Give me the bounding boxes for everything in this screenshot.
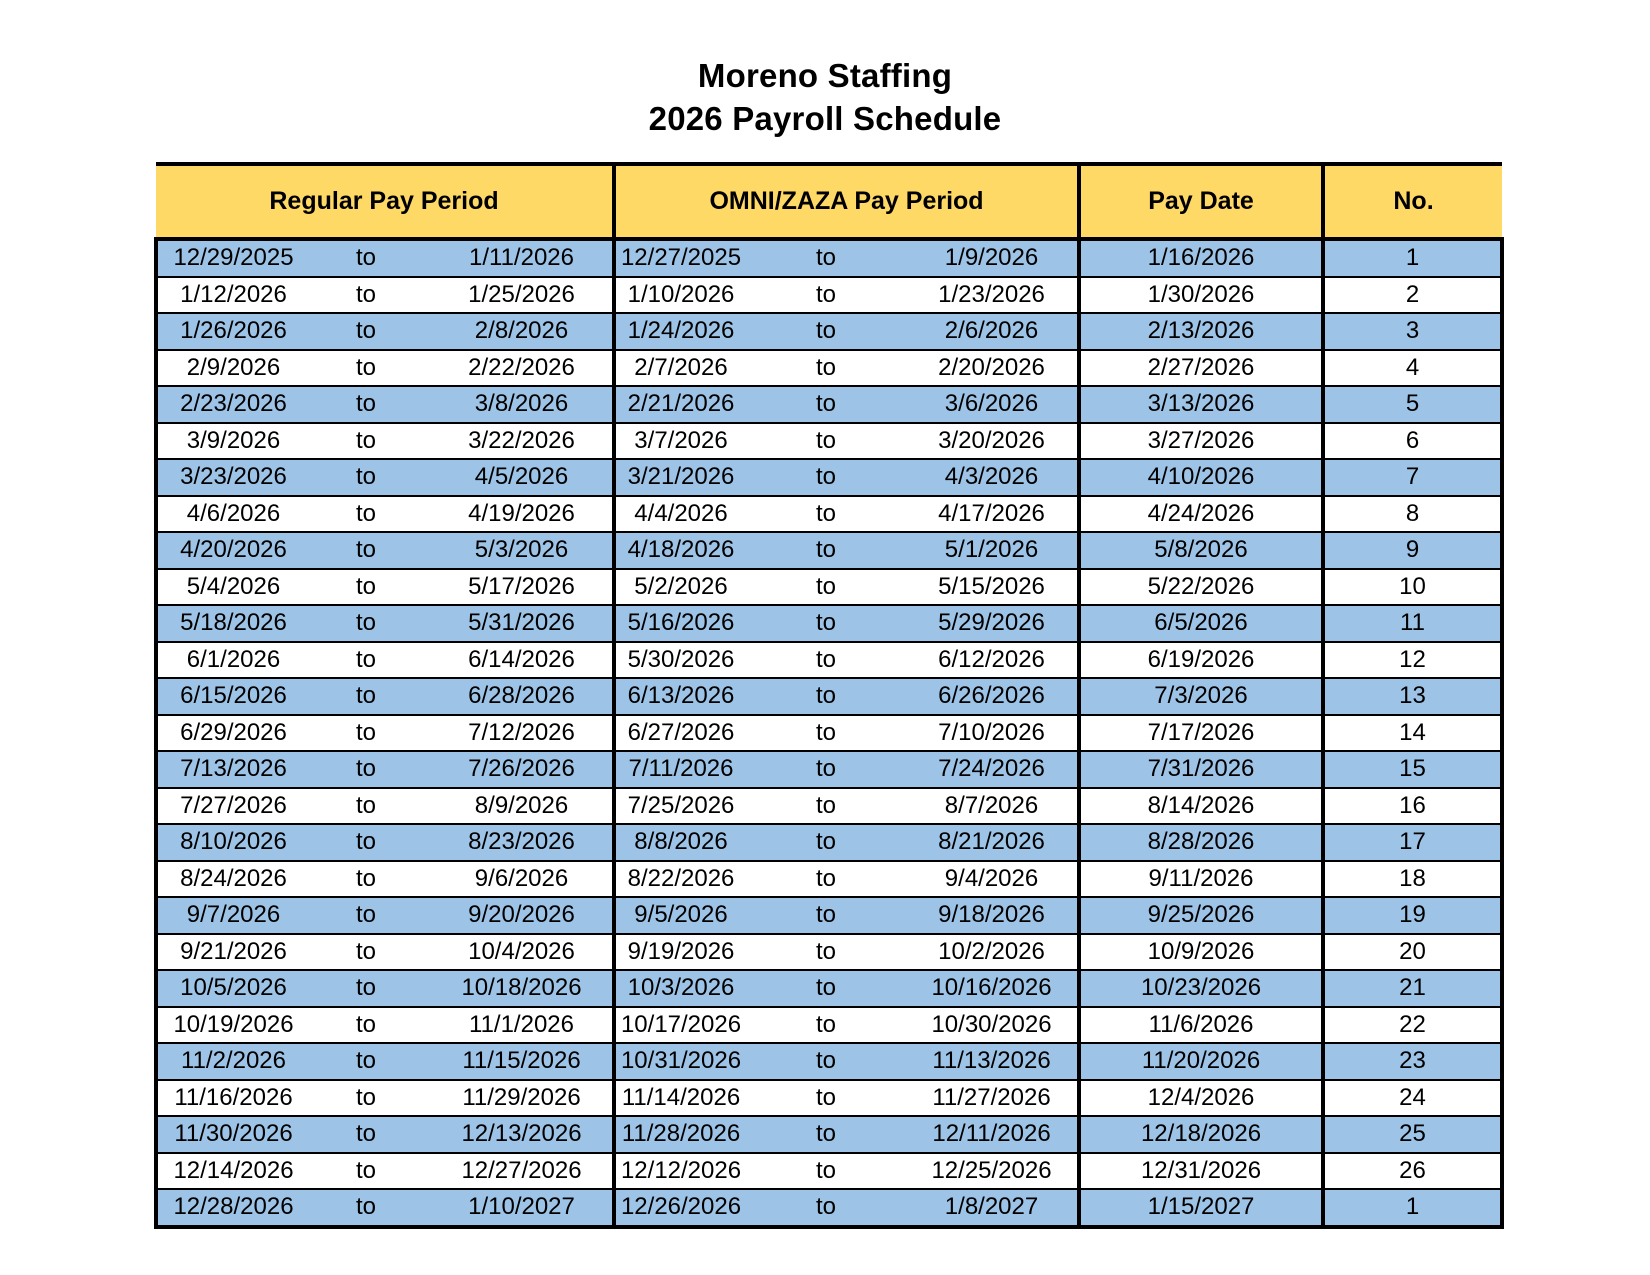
regular-end-cell: 9/6/2026 xyxy=(431,861,614,898)
regular-start-cell: 9/7/2026 xyxy=(156,897,301,934)
regular-to-cell: to xyxy=(301,861,431,898)
regular-start-cell: 1/12/2026 xyxy=(156,277,301,314)
omni-end-cell: 6/12/2026 xyxy=(906,642,1079,679)
regular-end-cell: 2/8/2026 xyxy=(431,313,614,350)
table-row xyxy=(156,239,1502,277)
pay-date-cell: 5/8/2026 xyxy=(1079,532,1323,569)
omni-end-cell: 8/21/2026 xyxy=(906,824,1079,861)
period-number-cell: 21 xyxy=(1323,970,1502,1007)
table-row xyxy=(156,313,1502,350)
period-number-cell: 10 xyxy=(1323,569,1502,606)
period-number-cell: 7 xyxy=(1323,459,1502,496)
regular-start-cell: 8/10/2026 xyxy=(156,824,301,861)
table-row xyxy=(156,423,1502,460)
regular-end-cell: 7/26/2026 xyxy=(431,751,614,788)
period-number-cell: 17 xyxy=(1323,824,1502,861)
omni-to-cell: to xyxy=(746,386,906,423)
regular-end-cell: 11/1/2026 xyxy=(431,1007,614,1044)
regular-start-cell: 12/14/2026 xyxy=(156,1153,301,1190)
omni-start-cell: 10/31/2026 xyxy=(614,1043,746,1080)
regular-end-cell: 11/29/2026 xyxy=(431,1080,614,1117)
omni-to-cell: to xyxy=(746,715,906,752)
pay-date-cell: 7/17/2026 xyxy=(1079,715,1323,752)
omni-start-cell: 5/16/2026 xyxy=(614,605,746,642)
regular-end-cell: 2/22/2026 xyxy=(431,350,614,387)
table-row xyxy=(156,642,1502,679)
page-title xyxy=(0,54,1650,140)
omni-end-cell: 11/27/2026 xyxy=(906,1080,1079,1117)
regular-to-cell: to xyxy=(301,824,431,861)
regular-end-cell: 4/5/2026 xyxy=(431,459,614,496)
regular-end-cell: 8/9/2026 xyxy=(431,788,614,825)
period-number-cell: 6 xyxy=(1323,423,1502,460)
period-number-cell: 24 xyxy=(1323,1080,1502,1117)
omni-start-cell: 6/27/2026 xyxy=(614,715,746,752)
period-number-cell: 8 xyxy=(1323,496,1502,533)
omni-end-cell: 8/7/2026 xyxy=(906,788,1079,825)
period-number-cell: 1 xyxy=(1323,239,1502,277)
omni-to-cell: to xyxy=(746,824,906,861)
table-row xyxy=(156,678,1502,715)
regular-to-cell: to xyxy=(301,532,431,569)
period-number-cell: 18 xyxy=(1323,861,1502,898)
regular-to-cell: to xyxy=(301,642,431,679)
pay-date-cell: 12/31/2026 xyxy=(1079,1153,1323,1190)
omni-to-cell: to xyxy=(746,569,906,606)
pay-date-cell: 7/31/2026 xyxy=(1079,751,1323,788)
omni-to-cell: to xyxy=(746,1043,906,1080)
regular-start-cell: 4/20/2026 xyxy=(156,532,301,569)
regular-start-cell: 5/18/2026 xyxy=(156,605,301,642)
omni-start-cell: 11/14/2026 xyxy=(614,1080,746,1117)
header-pay-date: Pay Date xyxy=(1079,164,1323,239)
regular-to-cell: to xyxy=(301,313,431,350)
regular-start-cell: 5/4/2026 xyxy=(156,569,301,606)
pay-date-cell: 1/15/2027 xyxy=(1079,1189,1323,1227)
regular-to-cell: to xyxy=(301,788,431,825)
regular-end-cell: 4/19/2026 xyxy=(431,496,614,533)
omni-end-cell: 6/26/2026 xyxy=(906,678,1079,715)
omni-end-cell: 7/10/2026 xyxy=(906,715,1079,752)
omni-to-cell: to xyxy=(746,239,906,277)
table-row xyxy=(156,1153,1502,1190)
omni-start-cell: 11/28/2026 xyxy=(614,1116,746,1153)
regular-to-cell: to xyxy=(301,751,431,788)
regular-start-cell: 7/13/2026 xyxy=(156,751,301,788)
table-row xyxy=(156,277,1502,314)
pay-date-cell: 8/28/2026 xyxy=(1079,824,1323,861)
regular-to-cell: to xyxy=(301,277,431,314)
regular-end-cell: 12/13/2026 xyxy=(431,1116,614,1153)
pay-date-cell: 12/4/2026 xyxy=(1079,1080,1323,1117)
omni-start-cell: 12/27/2025 xyxy=(614,239,746,277)
period-number-cell: 14 xyxy=(1323,715,1502,752)
period-number-cell: 5 xyxy=(1323,386,1502,423)
period-number-cell: 4 xyxy=(1323,350,1502,387)
company-name: Moreno Staffing xyxy=(697,57,953,94)
regular-to-cell: to xyxy=(301,239,431,277)
omni-to-cell: to xyxy=(746,788,906,825)
header-omni-zaza-pay-period: OMNI/ZAZA Pay Period xyxy=(614,164,1079,239)
omni-to-cell: to xyxy=(746,934,906,971)
period-number-cell: 25 xyxy=(1323,1116,1502,1153)
regular-start-cell: 2/23/2026 xyxy=(156,386,301,423)
pay-date-cell: 12/18/2026 xyxy=(1079,1116,1323,1153)
regular-to-cell: to xyxy=(301,386,431,423)
regular-start-cell: 6/1/2026 xyxy=(156,642,301,679)
omni-start-cell: 10/3/2026 xyxy=(614,970,746,1007)
period-number-cell: 9 xyxy=(1323,532,1502,569)
table-row xyxy=(156,496,1502,533)
regular-start-cell: 7/27/2026 xyxy=(156,788,301,825)
regular-end-cell: 11/15/2026 xyxy=(431,1043,614,1080)
omni-end-cell: 3/6/2026 xyxy=(906,386,1079,423)
omni-start-cell: 1/10/2026 xyxy=(614,277,746,314)
omni-to-cell: to xyxy=(746,496,906,533)
omni-start-cell: 12/12/2026 xyxy=(614,1153,746,1190)
omni-to-cell: to xyxy=(746,459,906,496)
pay-date-cell: 2/27/2026 xyxy=(1079,350,1323,387)
omni-start-cell: 2/21/2026 xyxy=(614,386,746,423)
regular-to-cell: to xyxy=(301,350,431,387)
omni-start-cell: 2/7/2026 xyxy=(614,350,746,387)
omni-end-cell: 10/2/2026 xyxy=(906,934,1079,971)
table-row xyxy=(156,824,1502,861)
regular-end-cell: 9/20/2026 xyxy=(431,897,614,934)
regular-start-cell: 3/23/2026 xyxy=(156,459,301,496)
omni-end-cell: 11/13/2026 xyxy=(906,1043,1079,1080)
header-number: No. xyxy=(1323,164,1502,239)
table-row xyxy=(156,861,1502,898)
regular-end-cell: 5/31/2026 xyxy=(431,605,614,642)
table-row xyxy=(156,751,1502,788)
regular-end-cell: 1/10/2027 xyxy=(431,1189,614,1227)
regular-to-cell: to xyxy=(301,605,431,642)
omni-start-cell: 5/30/2026 xyxy=(614,642,746,679)
regular-start-cell: 9/21/2026 xyxy=(156,934,301,971)
omni-to-cell: to xyxy=(746,897,906,934)
pay-date-cell: 1/30/2026 xyxy=(1079,277,1323,314)
omni-start-cell: 4/18/2026 xyxy=(614,532,746,569)
pay-date-cell: 9/25/2026 xyxy=(1079,897,1323,934)
period-number-cell: 13 xyxy=(1323,678,1502,715)
pay-date-cell: 6/19/2026 xyxy=(1079,642,1323,679)
regular-start-cell: 12/28/2026 xyxy=(156,1189,301,1227)
period-number-cell: 22 xyxy=(1323,1007,1502,1044)
regular-end-cell: 7/12/2026 xyxy=(431,715,614,752)
regular-start-cell: 10/19/2026 xyxy=(156,1007,301,1044)
omni-start-cell: 6/13/2026 xyxy=(614,678,746,715)
omni-start-cell: 1/24/2026 xyxy=(614,313,746,350)
table-row xyxy=(156,1116,1502,1153)
regular-to-cell: to xyxy=(301,715,431,752)
regular-to-cell: to xyxy=(301,496,431,533)
omni-end-cell: 2/6/2026 xyxy=(906,313,1079,350)
regular-end-cell: 10/18/2026 xyxy=(431,970,614,1007)
regular-start-cell: 8/24/2026 xyxy=(156,861,301,898)
omni-start-cell: 3/7/2026 xyxy=(614,423,746,460)
omni-to-cell: to xyxy=(746,678,906,715)
regular-start-cell: 3/9/2026 xyxy=(156,423,301,460)
table-row xyxy=(156,386,1502,423)
omni-start-cell: 10/17/2026 xyxy=(614,1007,746,1044)
omni-to-cell: to xyxy=(746,642,906,679)
regular-start-cell: 6/29/2026 xyxy=(156,715,301,752)
table-row xyxy=(156,459,1502,496)
pay-date-cell: 10/9/2026 xyxy=(1079,934,1323,971)
omni-to-cell: to xyxy=(746,1153,906,1190)
pay-date-cell: 10/23/2026 xyxy=(1079,970,1323,1007)
pay-date-cell: 6/5/2026 xyxy=(1079,605,1323,642)
regular-to-cell: to xyxy=(301,1116,431,1153)
regular-start-cell: 11/30/2026 xyxy=(156,1116,301,1153)
omni-to-cell: to xyxy=(746,1007,906,1044)
omni-end-cell: 5/15/2026 xyxy=(906,569,1079,606)
regular-end-cell: 8/23/2026 xyxy=(431,824,614,861)
omni-start-cell: 9/5/2026 xyxy=(614,897,746,934)
regular-to-cell: to xyxy=(301,459,431,496)
regular-end-cell: 6/28/2026 xyxy=(431,678,614,715)
period-number-cell: 23 xyxy=(1323,1043,1502,1080)
table-row xyxy=(156,350,1502,387)
omni-to-cell: to xyxy=(746,970,906,1007)
omni-to-cell: to xyxy=(746,350,906,387)
omni-end-cell: 12/25/2026 xyxy=(906,1153,1079,1190)
omni-end-cell: 9/4/2026 xyxy=(906,861,1079,898)
pay-date-cell: 3/13/2026 xyxy=(1079,386,1323,423)
table-row xyxy=(156,970,1502,1007)
table-row xyxy=(156,605,1502,642)
period-number-cell: 1 xyxy=(1323,1189,1502,1227)
omni-end-cell: 9/18/2026 xyxy=(906,897,1079,934)
table-row xyxy=(156,569,1502,606)
table-row xyxy=(156,897,1502,934)
pay-date-cell: 9/11/2026 xyxy=(1079,861,1323,898)
pay-date-cell: 11/6/2026 xyxy=(1079,1007,1323,1044)
regular-end-cell: 1/25/2026 xyxy=(431,277,614,314)
table-row xyxy=(156,1080,1502,1117)
omni-start-cell: 9/19/2026 xyxy=(614,934,746,971)
table-row xyxy=(156,1189,1502,1227)
omni-start-cell: 12/26/2026 xyxy=(614,1189,746,1227)
period-number-cell: 3 xyxy=(1323,313,1502,350)
omni-start-cell: 3/21/2026 xyxy=(614,459,746,496)
period-number-cell: 15 xyxy=(1323,751,1502,788)
period-number-cell: 20 xyxy=(1323,934,1502,971)
period-number-cell: 11 xyxy=(1323,605,1502,642)
regular-to-cell: to xyxy=(301,1080,431,1117)
omni-end-cell: 1/23/2026 xyxy=(906,277,1079,314)
pay-date-cell: 7/3/2026 xyxy=(1079,678,1323,715)
regular-to-cell: to xyxy=(301,1007,431,1044)
omni-end-cell: 5/1/2026 xyxy=(906,532,1079,569)
omni-end-cell: 10/30/2026 xyxy=(906,1007,1079,1044)
header-regular-pay-period: Regular Pay Period xyxy=(156,164,614,239)
table-row xyxy=(156,1007,1502,1044)
omni-to-cell: to xyxy=(746,532,906,569)
regular-start-cell: 1/26/2026 xyxy=(156,313,301,350)
omni-end-cell: 7/24/2026 xyxy=(906,751,1079,788)
regular-start-cell: 4/6/2026 xyxy=(156,496,301,533)
pay-date-cell: 4/24/2026 xyxy=(1079,496,1323,533)
pay-date-cell: 4/10/2026 xyxy=(1079,459,1323,496)
omni-to-cell: to xyxy=(746,423,906,460)
schedule-title: 2026 Payroll Schedule xyxy=(648,100,1002,137)
period-number-cell: 12 xyxy=(1323,642,1502,679)
omni-end-cell: 5/29/2026 xyxy=(906,605,1079,642)
omni-end-cell: 12/11/2026 xyxy=(906,1116,1079,1153)
table-row xyxy=(156,1043,1502,1080)
omni-end-cell: 4/3/2026 xyxy=(906,459,1079,496)
omni-start-cell: 8/8/2026 xyxy=(614,824,746,861)
omni-start-cell: 7/25/2026 xyxy=(614,788,746,825)
regular-start-cell: 11/16/2026 xyxy=(156,1080,301,1117)
regular-end-cell: 6/14/2026 xyxy=(431,642,614,679)
period-number-cell: 16 xyxy=(1323,788,1502,825)
omni-to-cell: to xyxy=(746,605,906,642)
regular-to-cell: to xyxy=(301,569,431,606)
payroll-schedule-table xyxy=(154,162,1504,1229)
omni-start-cell: 7/11/2026 xyxy=(614,751,746,788)
omni-end-cell: 2/20/2026 xyxy=(906,350,1079,387)
omni-end-cell: 3/20/2026 xyxy=(906,423,1079,460)
omni-to-cell: to xyxy=(746,313,906,350)
period-number-cell: 26 xyxy=(1323,1153,1502,1190)
table-row xyxy=(156,788,1502,825)
regular-to-cell: to xyxy=(301,970,431,1007)
regular-to-cell: to xyxy=(301,1043,431,1080)
regular-end-cell: 1/11/2026 xyxy=(431,239,614,277)
omni-to-cell: to xyxy=(746,751,906,788)
regular-to-cell: to xyxy=(301,423,431,460)
omni-end-cell: 1/8/2027 xyxy=(906,1189,1079,1227)
pay-date-cell: 5/22/2026 xyxy=(1079,569,1323,606)
regular-start-cell: 10/5/2026 xyxy=(156,970,301,1007)
omni-to-cell: to xyxy=(746,861,906,898)
regular-start-cell: 12/29/2025 xyxy=(156,239,301,277)
table-header-row xyxy=(156,164,1502,239)
pay-date-cell: 8/14/2026 xyxy=(1079,788,1323,825)
table-row xyxy=(156,532,1502,569)
pay-date-cell: 3/27/2026 xyxy=(1079,423,1323,460)
omni-to-cell: to xyxy=(746,277,906,314)
regular-start-cell: 11/2/2026 xyxy=(156,1043,301,1080)
regular-end-cell: 5/17/2026 xyxy=(431,569,614,606)
omni-start-cell: 8/22/2026 xyxy=(614,861,746,898)
table-body xyxy=(156,239,1502,1227)
regular-end-cell: 3/8/2026 xyxy=(431,386,614,423)
pay-date-cell: 1/16/2026 xyxy=(1079,239,1323,277)
omni-to-cell: to xyxy=(746,1080,906,1117)
table-row xyxy=(156,934,1502,971)
regular-start-cell: 2/9/2026 xyxy=(156,350,301,387)
omni-to-cell: to xyxy=(746,1116,906,1153)
regular-to-cell: to xyxy=(301,897,431,934)
regular-end-cell: 3/22/2026 xyxy=(431,423,614,460)
omni-end-cell: 1/9/2026 xyxy=(906,239,1079,277)
regular-to-cell: to xyxy=(301,934,431,971)
pay-date-cell: 11/20/2026 xyxy=(1079,1043,1323,1080)
period-number-cell: 2 xyxy=(1323,277,1502,314)
omni-end-cell: 4/17/2026 xyxy=(906,496,1079,533)
regular-end-cell: 5/3/2026 xyxy=(431,532,614,569)
pay-date-cell: 2/13/2026 xyxy=(1079,313,1323,350)
period-number-cell: 19 xyxy=(1323,897,1502,934)
table-row xyxy=(156,715,1502,752)
omni-to-cell: to xyxy=(746,1189,906,1227)
regular-to-cell: to xyxy=(301,1153,431,1190)
omni-end-cell: 10/16/2026 xyxy=(906,970,1079,1007)
regular-to-cell: to xyxy=(301,678,431,715)
regular-end-cell: 12/27/2026 xyxy=(431,1153,614,1190)
regular-end-cell: 10/4/2026 xyxy=(431,934,614,971)
regular-start-cell: 6/15/2026 xyxy=(156,678,301,715)
regular-to-cell: to xyxy=(301,1189,431,1227)
omni-start-cell: 5/2/2026 xyxy=(614,569,746,606)
omni-start-cell: 4/4/2026 xyxy=(614,496,746,533)
